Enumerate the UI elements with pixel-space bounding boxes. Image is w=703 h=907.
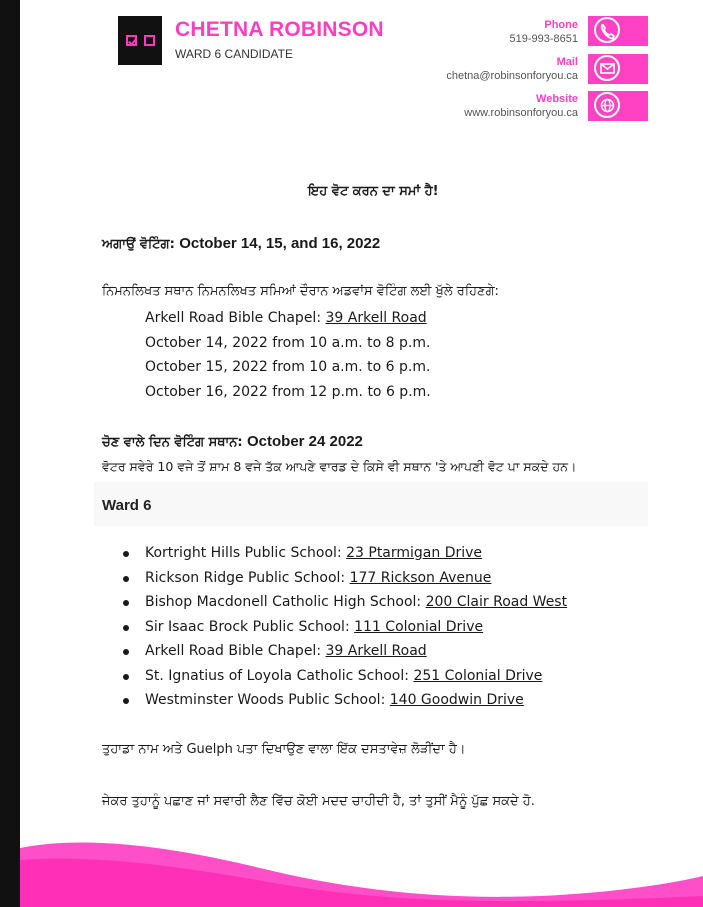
candidate-subtitle: WARD 6 CANDIDATE (175, 47, 294, 61)
advance-heading-pa: ਅਗਾਉਂ ਵੋਟਿੰਗ: (102, 237, 175, 252)
location-address-link[interactable]: 177 Rickson Avenue (349, 570, 492, 586)
advance-time-1: October 14, 2022 from 10 a.m. to 8 p.m. (145, 335, 431, 351)
advance-location (145, 310, 427, 326)
location-name: Rickson Ridge Public School: (145, 570, 346, 586)
website-contact (464, 92, 578, 120)
bullet-icon (123, 674, 129, 680)
bullet-icon (123, 551, 129, 557)
location-name: Westminster Woods Public School: (145, 692, 386, 708)
advance-location-name: Arkell Road Bible Chapel: (145, 310, 322, 326)
pink-wave-footer (20, 838, 703, 907)
checked-box-icon (126, 35, 137, 46)
advance-voting-heading (102, 235, 380, 252)
bullet-icon (123, 698, 129, 704)
left-dark-edge (0, 0, 20, 907)
location-address-link[interactable]: 111 Colonial Drive (354, 619, 484, 635)
globe-icon (588, 91, 648, 121)
website-label: Website (536, 93, 578, 105)
phone-value: 519-993-8651 (509, 33, 578, 45)
location-address-link[interactable]: 23 Ptarmigan Drive (346, 545, 483, 561)
location-address-link[interactable]: 251 Colonial Drive (413, 668, 543, 684)
election-day-description: ਵੋਟਰ ਸਵੇਰੇ 10 ਵਜੇ ਤੋਂ ਸ਼ਾਮ 8 ਵਜੇ ਤੱਕ ਆਪਣੇ ਵਾਰਡ ਦੇ ਕਿਸੇ ਵੀ ਸਥਾਨ 'ਤੇ ਆਪਣੀ ਵੋਟ ਪਾ ਸਕਦੇ ਹਨ। (102, 459, 577, 474)
id-requirement-note: ਤੁਹਾਡਾ ਨਾਮ ਅਤੇ Guelph ਪਤਾ ਦਿਖਾਉਣ ਵਾਲਾ ਇੱਕ ਦਸਤਾਵੇਜ਼ ਲੋੜੀਂਦਾ ਹੈ। (102, 742, 466, 757)
advance-heading-dates: October 14, 15, and 16, 2022 (179, 235, 381, 252)
location-name: St. Ignatius of Loyola Catholic School: (145, 668, 409, 684)
location-name: Arkell Road Bible Chapel: (145, 643, 322, 659)
location-name: Bishop Macdonell Catholic High School: (145, 594, 422, 610)
mail-value: chetna@robinsonforyou.ca (446, 70, 578, 82)
mail-label: Mail (556, 56, 578, 68)
checkbox-logo-icon (118, 16, 162, 65)
bullet-icon (123, 649, 129, 655)
phone-icon (588, 16, 648, 46)
advance-time-2: October 15, 2022 from 10 a.m. to 6 p.m. (145, 359, 431, 375)
advance-time-3: October 16, 2022 from 12 p.m. to 6 p.m. (145, 384, 431, 400)
bullet-icon (123, 600, 129, 606)
election-day-heading (102, 433, 363, 450)
location-name: Kortright Hills Public School: (145, 545, 342, 561)
help-note: ਜੇਕਰ ਤੁਹਾਨੂੰ ਪਛਾਣ ਜਾਂ ਸਵਾਰੀ ਲੈਣ ਵਿੱਚ ਕੋਈ ਮਦਦ ਚਾਹੀਦੀ ਹੈ, ਤਾਂ ਤੁਸੀਂ ਮੈਨੂੰ ਪੁੱਛ ਸਕਦੇ ਹੋ. (102, 794, 535, 809)
advance-location-link[interactable]: 39 Arkell Road (325, 310, 427, 326)
mail-icon (588, 54, 648, 84)
empty-box-icon (144, 35, 155, 46)
ward-heading-block (94, 482, 648, 526)
phone-contact (509, 18, 578, 46)
website-value: www.robinsonforyou.ca (464, 107, 578, 119)
page-title: ਇਹ ਵੋਟ ਕਰਨ ਦਾ ਸਮਾਂ ਹੈ! (308, 184, 439, 199)
election-heading-date: October 24 2022 (247, 433, 363, 450)
location-address-link[interactable]: 200 Clair Road West (425, 594, 568, 610)
mail-contact (446, 55, 578, 83)
advance-voting-description: ਨਿਮਨਲਿਖਤ ਸਥਾਨ ਨਿਮਨਲਿਖਤ ਸਮਿਆਂ ਦੌਰਾਨ ਅਡਵਾਂਸ ਵੋਟਿੰਗ ਲਈ ਖੁੱਲੇ ਰਹਿਣਗੇ: (102, 284, 499, 299)
election-heading-pa: ਚੋਣ ਵਾਲੇ ਦਿਨ ਵੋਟਿੰਗ ਸਥਾਨ: (102, 435, 243, 450)
bullet-icon (123, 625, 129, 631)
location-address-link[interactable]: 39 Arkell Road (325, 643, 427, 659)
phone-label: Phone (544, 19, 578, 31)
candidate-name: CHETNA ROBINSON (175, 18, 384, 41)
bullet-icon (123, 576, 129, 582)
location-name: Sir Isaac Brock Public School: (145, 619, 350, 635)
ward-label: Ward 6 (102, 497, 152, 514)
location-address-link[interactable]: 140 Goodwin Drive (389, 692, 524, 708)
flyer-page (20, 0, 703, 907)
